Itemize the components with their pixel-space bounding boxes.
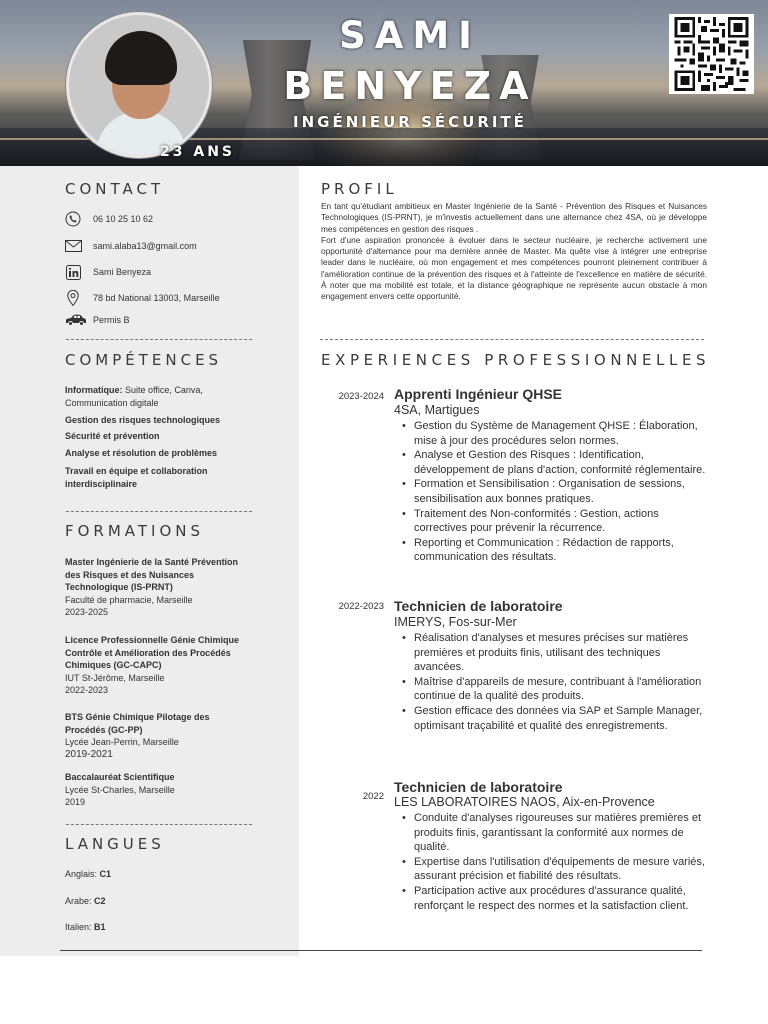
language-item: Anglais: C1 xyxy=(65,869,112,879)
list-item: • Reporting et Communication : Rédaction de rapports, communication des résultats. xyxy=(400,536,710,565)
language-item: Italien: B1 xyxy=(65,922,106,932)
profile-photo xyxy=(66,12,212,158)
experience-date: 2022 xyxy=(362,791,384,802)
contact-phone-text: 06 10 25 10 62 xyxy=(93,214,154,224)
formation-item: Baccalauréat Scientifique Lycée St-Charles, Marseille 2019 xyxy=(65,772,175,807)
contact-email[interactable] xyxy=(64,238,197,254)
list-item: • Traitement des Non-conformités : Gestion, actions correctives pour prévenir la récurrence. xyxy=(400,507,710,536)
list-item: • Expertise dans l'utilisation d'équipements de mesure variés, assurant précision et fiabilité des résultats. xyxy=(400,855,710,884)
qr-code-icon[interactable] xyxy=(669,14,754,94)
experience-date: 2022-2023 xyxy=(338,601,384,612)
experience-bullets xyxy=(400,631,710,733)
list-item: • Réalisation d'analyses et mesures précises sur matières premières et produits finis, utilisant des techniques avancées. xyxy=(400,631,710,675)
experience-company: LES LABORATOIRES NAOS, Aix-en-Provence xyxy=(394,795,655,809)
list-item: • Participation active aux procédures d'assurance qualité, renforçant le respect des normes et la satisfaction client. xyxy=(400,884,710,913)
linkedin-icon xyxy=(64,264,82,280)
divider xyxy=(66,824,252,825)
header-banner xyxy=(0,0,768,166)
language-item: Arabe: C2 xyxy=(65,896,106,906)
formation-item: Licence Professionnelle Génie Chimique Contrôle et Amélioration des Procédés Chimiques (GC-CAPC) IUT St-Jérôme, Marseille 2022-2023 xyxy=(65,635,240,695)
contact-license xyxy=(64,312,130,328)
experience-company: 4SA, Martigues xyxy=(394,403,480,417)
contact-address xyxy=(64,290,220,306)
contact-license-text: Permis B xyxy=(93,315,130,325)
profil-title: PROFIL xyxy=(321,180,398,198)
contact-linkedin[interactable] xyxy=(64,264,151,280)
skill-item: Gestion des risques technologiques xyxy=(65,415,221,425)
experience-bullets xyxy=(400,419,710,565)
list-item: • Gestion du Système de Management QHSE : Élaboration, mise à jour des procédures selon normes. xyxy=(400,419,710,448)
divider xyxy=(66,511,252,512)
skill-item: Sécurité et prévention xyxy=(65,431,160,441)
job-title: INGÉNIEUR SÉCURITÉ xyxy=(293,113,527,131)
contact-phone[interactable] xyxy=(64,211,153,227)
formation-item: Master Ingénierie de la Santé Prévention des Risques et des Nuisances Technologique (IS-PRNT) Faculté de pharmacie, Marseille 2023-2025 xyxy=(65,557,239,617)
list-item: • Analyse et Gestion des Risques : Identification, développement de plans d'action, conformité réglementaire. xyxy=(400,448,710,477)
experiences-title: EXPERIENCES PROFESSIONNELLES xyxy=(321,351,711,369)
contact-linkedin-text: Sami Benyeza xyxy=(93,267,152,277)
car-icon xyxy=(64,312,88,328)
list-item: • Conduite d'analyses rigoureuses sur matières premières et produits finis, garantissant la conformité aux normes de qualité. xyxy=(400,811,710,855)
competences-title: COMPÉTENCES xyxy=(65,351,223,369)
last-name: BENYEZA xyxy=(283,64,537,108)
experience-title: Apprenti Ingénieur QHSE xyxy=(394,386,563,402)
first-name: SAMI xyxy=(339,14,481,57)
experience-title: Technicien de laboratoire xyxy=(394,598,563,614)
profil-text: En tant qu'étudiant ambitieux en Master Ingénierie de la Santé - Prévention des Risques et Nuisances Technologiques (IS-PRNT), je m'investis actuellement dans une alternance chez 4SA, où je développe mes compétences en gestion des risques . Fort d'une aspiration prononcée à évoluer dans le secteur nucléaire, je recherche activement une opportunité d'alternance pour ma dernière année de Master. Ma quête vise à intégrer une entreprise leader dans le nucléaire, où mon engagement et mes compétences pourront pleinement contribuer à l'amélioration continue de la prévention des risques et à l'atteinte de l'excellence en matière de sécurité. À noter que ma mobilité est totale, et la distance géographique ne représente aucun obstacle à mon engagement envers cette opportunité. xyxy=(321,201,707,302)
divider xyxy=(66,339,252,340)
email-icon xyxy=(64,238,82,254)
experience-date: 2023-2024 xyxy=(338,391,384,402)
list-item: • Formation et Sensibilisation : Organisation de sessions, sensibilisation aux bonnes pratiques. xyxy=(400,477,710,506)
location-pin-icon xyxy=(64,290,82,306)
skill-item: Informatique: Suite office, Canva, Communication digitale xyxy=(65,385,203,408)
formations-title: FORMATIONS xyxy=(65,522,205,540)
formation-item: BTS Génie Chimique Pilotage des Procédés (GC-PP) Lycée Jean-Perrin, Marseille 2019-2021 xyxy=(65,712,210,760)
age: 23 ANS xyxy=(160,144,235,160)
bottom-divider xyxy=(60,950,702,951)
list-item: • Gestion efficace des données via SAP et Sample Manager, optimisant traçabilité et qualité des enregistrements. xyxy=(400,704,710,733)
contact-address-text: 78 bd National 13003, Marseille xyxy=(93,293,220,303)
skill-item: Analyse et résolution de problèmes xyxy=(65,448,218,458)
experience-bullets xyxy=(400,811,710,913)
skill-item: Travail en équipe et collaboration interdisciplinaire xyxy=(65,466,208,489)
experience-company: IMERYS, Fos-sur-Mer xyxy=(394,615,517,629)
contact-email-text: sami.alaba13@gmail.com xyxy=(93,241,197,251)
divider xyxy=(320,339,704,340)
contact-title: CONTACT xyxy=(65,180,165,198)
phone-icon xyxy=(64,211,82,227)
experience-title: Technicien de laboratoire xyxy=(394,779,563,795)
langues-title: LANGUES xyxy=(65,835,165,853)
list-item: • Maîtrise d'appareils de mesure, contribuant à l'amélioration continue de la qualité des produits. xyxy=(400,675,710,704)
